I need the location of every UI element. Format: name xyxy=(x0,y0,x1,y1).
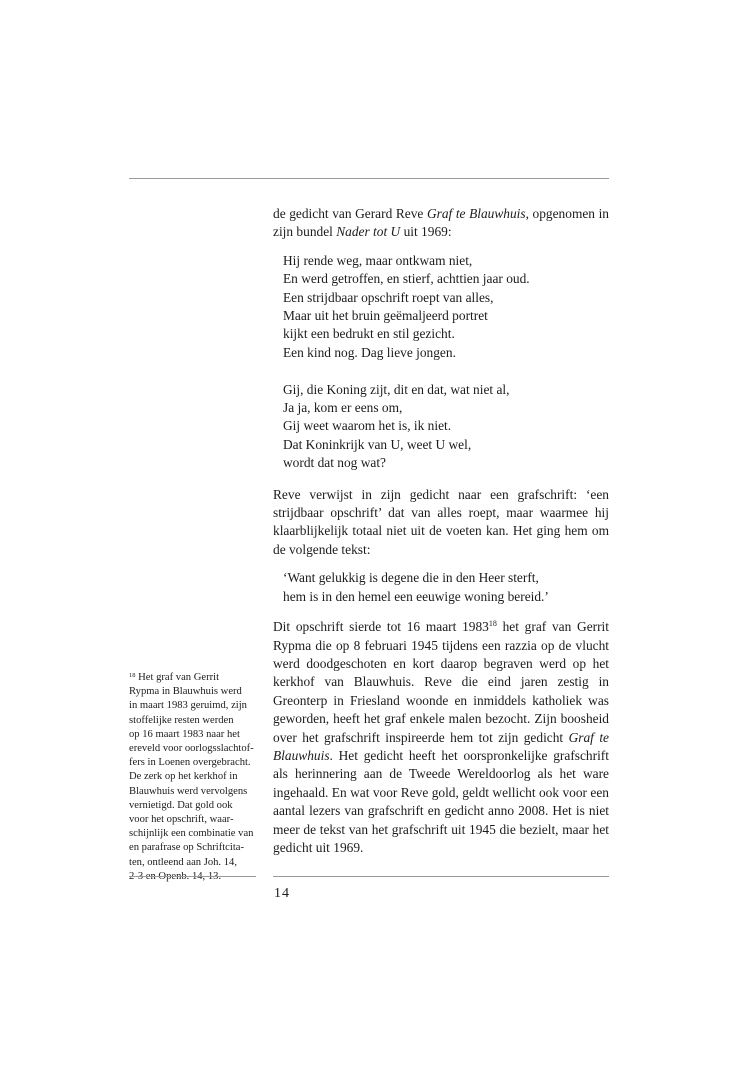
footnote-line: De zerk op het kerkhof in xyxy=(129,771,238,783)
poem-line: Gij weet waarom het is, ik niet. xyxy=(283,418,452,434)
quote-line: ‘Want gelukkig is degene die in den Heer sterft, xyxy=(283,570,539,586)
footnote-line: stoffelijke resten werden xyxy=(129,714,234,726)
body-paragraph: Reve verwijst in zijn gedicht naar een grafschrift: ‘een strijdbaar opschrift’ dat van alles roept, maar waarmee hij klaarblijkelijk totaal niet uit de voeten kan. Het ging hem om de volgende tekst: xyxy=(273,486,609,557)
intro-text: de gedicht van Gerard Reve xyxy=(273,206,427,221)
poem-stanza xyxy=(283,381,609,473)
poem-line: En werd getroffen, en stierf, achttien jaar oud. xyxy=(283,271,530,287)
poem-title: Graf te Blauwhuis xyxy=(273,729,609,763)
intro-text: uit 1969: xyxy=(400,224,452,240)
footnote xyxy=(129,671,259,884)
body-text: . Het gedicht heeft het oorspronkelijke grafschrift als herinnering aan de Tweede Wereldoorlog als het ware ingehaald. En wat voor Reve gold, geldt wellicht ook voor een aantal lezers van grafschrift en gedicht anno 2008. Het is niet meer de tekst van het grafschrift uit 1945 die bezielt, maar het gedicht uit 1969. xyxy=(273,747,609,855)
body-paragraph xyxy=(273,618,609,857)
footnote-text: Het graf van Gerrit xyxy=(135,672,220,683)
footnote-number: 18 xyxy=(129,672,136,679)
footnote-reference: 18 xyxy=(488,619,497,629)
footnote-line: Blauwhuis werd vervolgens xyxy=(129,785,248,797)
poem-title: Graf te Blauwhuis xyxy=(426,206,526,221)
intro-paragraph xyxy=(273,205,609,242)
body-text: Dit opschrift sierde tot 16 maart 1983 xyxy=(273,619,489,635)
poem-line: Gij, die Koning zijt, dit en dat, wat niet al, xyxy=(283,381,510,397)
footnote-line: fers in Loenen overgebracht. xyxy=(129,757,251,769)
poem-line: wordt dat nog wat? xyxy=(283,455,387,471)
poem-line: Ja ja, kom er eens om, xyxy=(283,400,403,416)
poem-line: Dat Koninkrijk van U, weet U wel, xyxy=(283,436,472,452)
footnote-rule xyxy=(129,876,256,877)
poem-line: Een kind nog. Dag lieve jongen. xyxy=(283,344,456,360)
body-text: het graf van Gerrit Rypma die op 8 februari 1945 tijdens een razzia op de vlucht werd doodgeschoten en kort daarop begraven werd op het kerkhof van Blauwhuis. Reve die eind jaren zestig in Greonterp in Friesland woonde en inmiddels katholiek was geworden, heeft het graf enkele malen bezocht. Zijn boosheid over het grafschrift inspireerde hem tot zijn gedicht xyxy=(273,619,609,745)
footnote-line: ten, ontleend aan Joh. 14, xyxy=(129,856,237,868)
poem xyxy=(283,252,609,473)
footnote-line: op 16 maart 1983 naar het xyxy=(129,728,240,740)
poem-line: Hij rende weg, maar ontkwam niet, xyxy=(283,252,473,268)
footnote-line: in maart 1983 geruimd, zijn xyxy=(129,700,247,712)
footnote-line: en parafrase op Schriftcita- xyxy=(129,842,245,854)
main-text-column xyxy=(273,205,609,857)
page-number: 14 xyxy=(274,886,290,901)
poem-line: Een strijdbaar opschrift roept van alles, xyxy=(283,289,494,305)
quote-line: hem is in den hemel een eeuwige woning bereid.’ xyxy=(283,588,549,604)
poem-line: kijkt een bedrukt en stil gezicht. xyxy=(283,326,455,342)
bottom-rule xyxy=(273,876,609,877)
epitaph-quote xyxy=(283,569,609,606)
footnote-line: schijnlijk een combinatie van xyxy=(129,828,254,840)
footnote-line: 2-3 en Openb. 14, 13. xyxy=(129,870,222,882)
top-rule xyxy=(129,178,609,179)
poem-line: Maar uit het bruin geëmaljeerd portret xyxy=(283,308,488,324)
footnote-line: Rypma in Blauwhuis werd xyxy=(129,686,242,698)
footnote-line xyxy=(129,671,259,685)
poem-stanza xyxy=(283,252,609,362)
footnote-line: ereveld voor oorlogsslachtof- xyxy=(129,743,254,755)
footnote-line: vernietigd. Dat gold ook xyxy=(129,799,233,811)
footnote-line: voor het opschrift, waar- xyxy=(129,814,234,826)
collection-title: Nader tot U xyxy=(336,224,401,240)
intro-text: , opgenomen in zijn bundel xyxy=(273,206,609,240)
